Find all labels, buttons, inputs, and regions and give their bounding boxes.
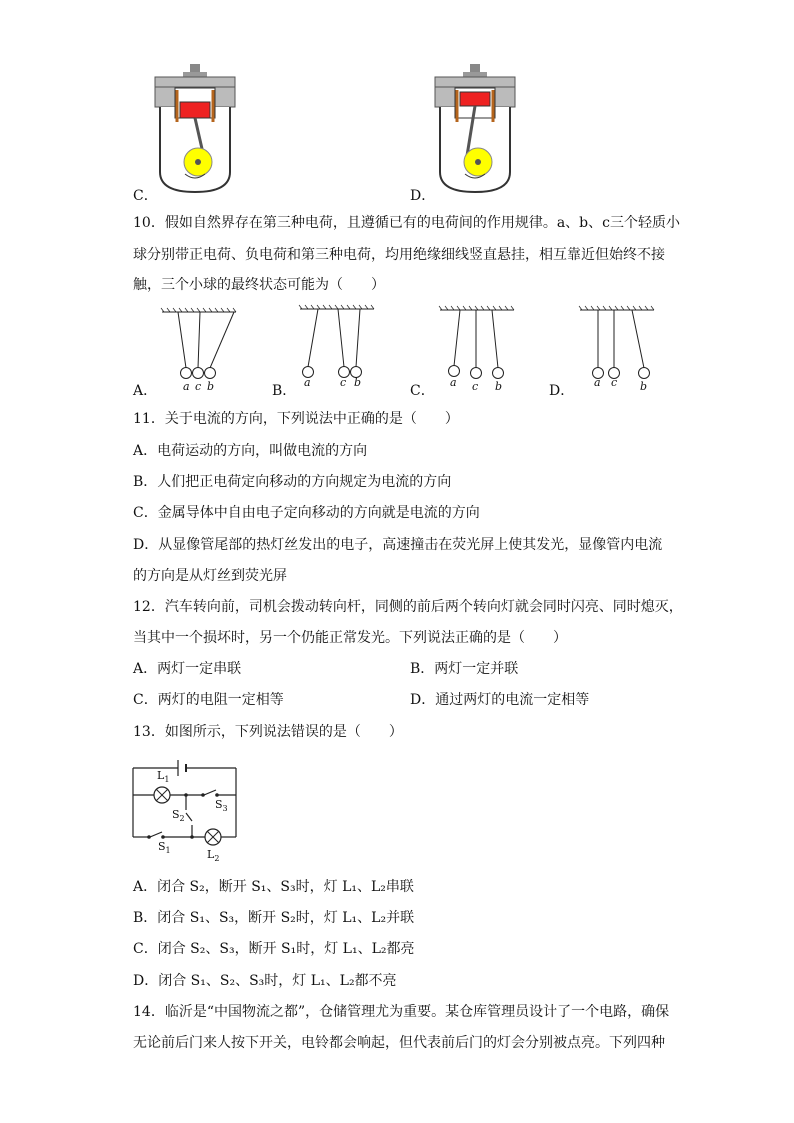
q10-figure-c: [438, 306, 518, 386]
q10-d-ball-b: b: [640, 380, 648, 393]
q10-b-ball-c: c: [340, 376, 347, 389]
circuit-label-l1: $L_1$: [157, 769, 170, 785]
q10-c-ball-a: a: [450, 376, 457, 389]
q10-figure-d: [578, 306, 658, 386]
q12-stem-line1: 12．汽车转向前，司机会拨动转向杆，同侧的前后两个转向灯就会同时闪亮、同时熄灭，: [133, 599, 683, 615]
q10-option-a: A．: [133, 383, 158, 399]
q13-option-c: C．闭合 S₂、S₃，断开 S₁时，灯 L₁、L₂都亮: [133, 941, 415, 957]
q11-option-c: C．金属导体中自由电子定向移动的方向就是电流的方向: [133, 505, 480, 521]
q11-option-a: A．电荷运动的方向，叫做电流的方向: [133, 443, 368, 459]
circuit-label-l2: $L_2$: [207, 848, 220, 864]
circuit-label-s3: $S_3$: [215, 798, 228, 814]
q10-d-ball-a: a: [594, 376, 601, 389]
q11-option-d-line1: D．从显像管尾部的热灯丝发出的电子，高速撞击在荧光屏上使其发光，显像管内电流: [133, 537, 663, 553]
q10-a-ball-b: b: [207, 380, 215, 393]
q10-b-ball-a: a: [304, 376, 311, 389]
circuit-label-s1: $S_1$: [158, 840, 171, 856]
q10-d-ball-c: c: [611, 376, 618, 389]
q9-option-d: D．: [410, 188, 436, 204]
q12-option-b: B．两灯一定并联: [410, 661, 519, 677]
engine-diagram-c: [150, 62, 240, 197]
circuit-label-s2: $S_2$: [172, 808, 185, 824]
q9-option-c: C．: [133, 188, 158, 204]
q14-stem-line1: 14．临沂是“中国物流之都”，仓储管理尤为重要。某仓库管理员设计了一个电路，确保: [133, 1004, 670, 1020]
q10-stem-line1: 10．假如自然界存在第三种电荷，且遵循已有的电荷间的作用规律。a、b、c三个轻质小: [133, 215, 680, 231]
q10-option-c: C．: [410, 383, 435, 399]
q10-option-d: D．: [549, 383, 575, 399]
q11-stem: 11．关于电流的方向，下列说法中正确的是（ ）: [133, 411, 459, 427]
q10-figure-b: [298, 305, 378, 385]
q11-option-d-line2: 的方向是从灯丝到荧光屏: [133, 568, 287, 584]
q10-figure-a: [160, 308, 240, 388]
q13-option-a: A．闭合 S₂，断开 S₁、S₃时，灯 L₁、L₂串联: [133, 879, 414, 895]
q13-option-d: D．闭合 S₁、S₂、S₃时，灯 L₁、L₂都不亮: [133, 973, 397, 989]
q13-stem: 13．如图所示，下列说法错误的是（ ）: [133, 724, 403, 740]
q10-stem-line3: 触，三个小球的最终状态可能为（ ）: [133, 277, 385, 293]
q10-a-ball-c: c: [195, 380, 202, 393]
q11-option-b: B．人们把正电荷定向移动的方向规定为电流的方向: [133, 474, 452, 490]
q12-option-c: C．两灯的电阻一定相等: [133, 692, 284, 708]
engine-diagram-d: [430, 62, 520, 197]
q10-c-ball-c: c: [472, 380, 479, 393]
q10-c-ball-b: b: [495, 380, 503, 393]
q14-stem-line2: 无论前后门来人按下开关，电铃都会响起，但代表前后门的灯会分别被点亮。下列四种: [133, 1035, 665, 1051]
q12-stem-line2: 当其中一个损坏时，另一个仍能正常发光。下列说法正确的是（ ）: [133, 630, 567, 646]
q12-option-a: A．两灯一定串联: [133, 661, 242, 677]
q10-option-b: B．: [272, 383, 297, 399]
q10-stem-line2: 球分别带正电荷、负电荷和第三种电荷，均用绝缘细线竖直悬挂，相互靠近但始终不接: [133, 247, 665, 263]
q10-b-ball-b: b: [354, 376, 362, 389]
q13-option-b: B．闭合 S₁、S₃，断开 S₂时，灯 L₁、L₂并联: [133, 910, 415, 926]
q12-option-d: D．通过两灯的电流一定相等: [410, 692, 590, 708]
q10-a-ball-a: a: [183, 380, 190, 393]
